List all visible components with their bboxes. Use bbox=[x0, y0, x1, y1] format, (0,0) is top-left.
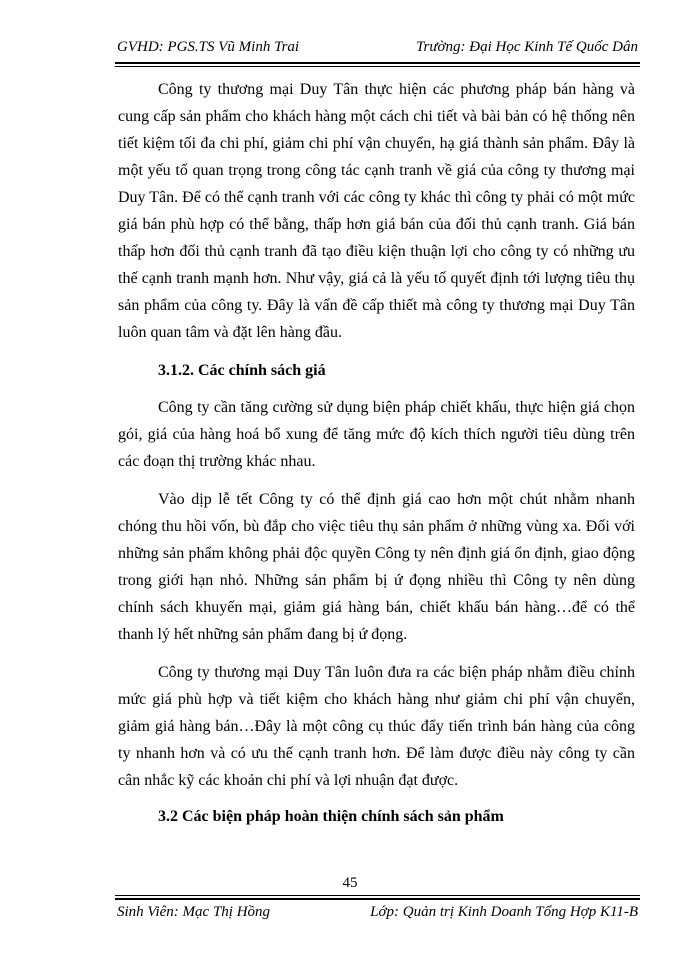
paragraph-holiday-pricing: Vào dịp lễ tết Công ty có thể định giá cao hơn một chút nhằm nhanh chóng thu hồi vốn, bù đắp cho việc tiêu thụ sản phẩm ở những vùng xa. Đối với những sản phẩm không phải độc quyền Công ty nên định giá ổn định, giao động trong giới hạn nhỏ. Những sản phẩm bị ứ đọng nhiều thì Công ty nên dùng chính sách khuyến mại, giảm giá hàng bán, chiết khấu bán hàng…để có thể thanh lý hết những sản phẩm đang bị ứ đọng. bbox=[118, 491, 635, 643]
paragraph-discount-measures: Công ty cần tăng cường sử dụng biện pháp chiết khấu, thực hiện giá chọn gói, giá của hàng hoá bổ xung để tăng mức độ kích thích người tiêu dùng trên các đoạn thị trường khác nhau. bbox=[118, 399, 635, 470]
document-body bbox=[118, 76, 635, 840]
section-heading-pricing-policies: 3.1.2. Các chính sách giá bbox=[158, 362, 326, 379]
footer-rule bbox=[115, 898, 640, 900]
header-supervisor: GVHD: PGS.TS Vũ Minh Trai bbox=[117, 39, 300, 55]
page-header bbox=[117, 37, 638, 61]
footer-rule-thin bbox=[115, 895, 640, 896]
footer-student: Sinh Viên: Mạc Thị Hồng bbox=[117, 904, 271, 920]
header-rule-thin bbox=[115, 66, 640, 67]
paragraph-price-adjustment: Công ty thương mại Duy Tân luôn đưa ra các biện pháp nhằm điều chỉnh mức giá phù hợp và tiết kiệm cho khách hàng như giảm chi phí vận chuyển, giảm giá hàng bán…Đây là một công cụ thúc đẩy tiến trình bán hàng của công ty nhanh hơn và có ưu thế cạnh tranh hơn. Để làm được điều này công ty cần cân nhắc kỹ các khoản chi phí và lợi nhuận đạt được. bbox=[118, 664, 635, 789]
footer-class: Lớp: Quản trị Kinh Doanh Tổng Hợp K11-B bbox=[370, 904, 638, 920]
page-footer bbox=[117, 902, 638, 924]
page-number: 45 bbox=[342, 875, 358, 891]
paragraph-price-competition: Công ty thương mại Duy Tân thực hiện các phương pháp bán hàng và cung cấp sản phẩm cho khách hàng một cách chi tiết và bài bản có hệ thống nên tiết kiệm tối đa chi phí, giảm chi phí vận chuyển, hạ giá thành sản phẩm. Đây là một yếu tố quan trọng trong công tác cạnh tranh về giá của công ty thương mại Duy Tân. Để có thể cạnh tranh với các công ty khác thì công ty phải có một mức giá bán phù hợp có thể bằng, thấp hơn giá bán của đối thủ cạnh tranh. Giá bán thấp hơn đối thủ cạnh tranh đã tạo điều kiện thuận lợi cho công ty có những ưu thế cạnh tranh mạnh hơn. Như vậy, giá cả là yếu tố quyết định tới lượng tiêu thụ sản phẩm của công ty. Đây là vấn đề cấp thiết mà công ty thương mại Duy Tân luôn quan tâm và đặt lên hàng đầu. bbox=[118, 81, 635, 341]
header-school: Trường: Đại Học Kinh Tế Quốc Dân bbox=[415, 39, 638, 55]
section-heading-product-policy: 3.2 Các biện pháp hoàn thiện chính sách sản phẩm bbox=[158, 808, 504, 825]
header-rule bbox=[115, 62, 640, 64]
